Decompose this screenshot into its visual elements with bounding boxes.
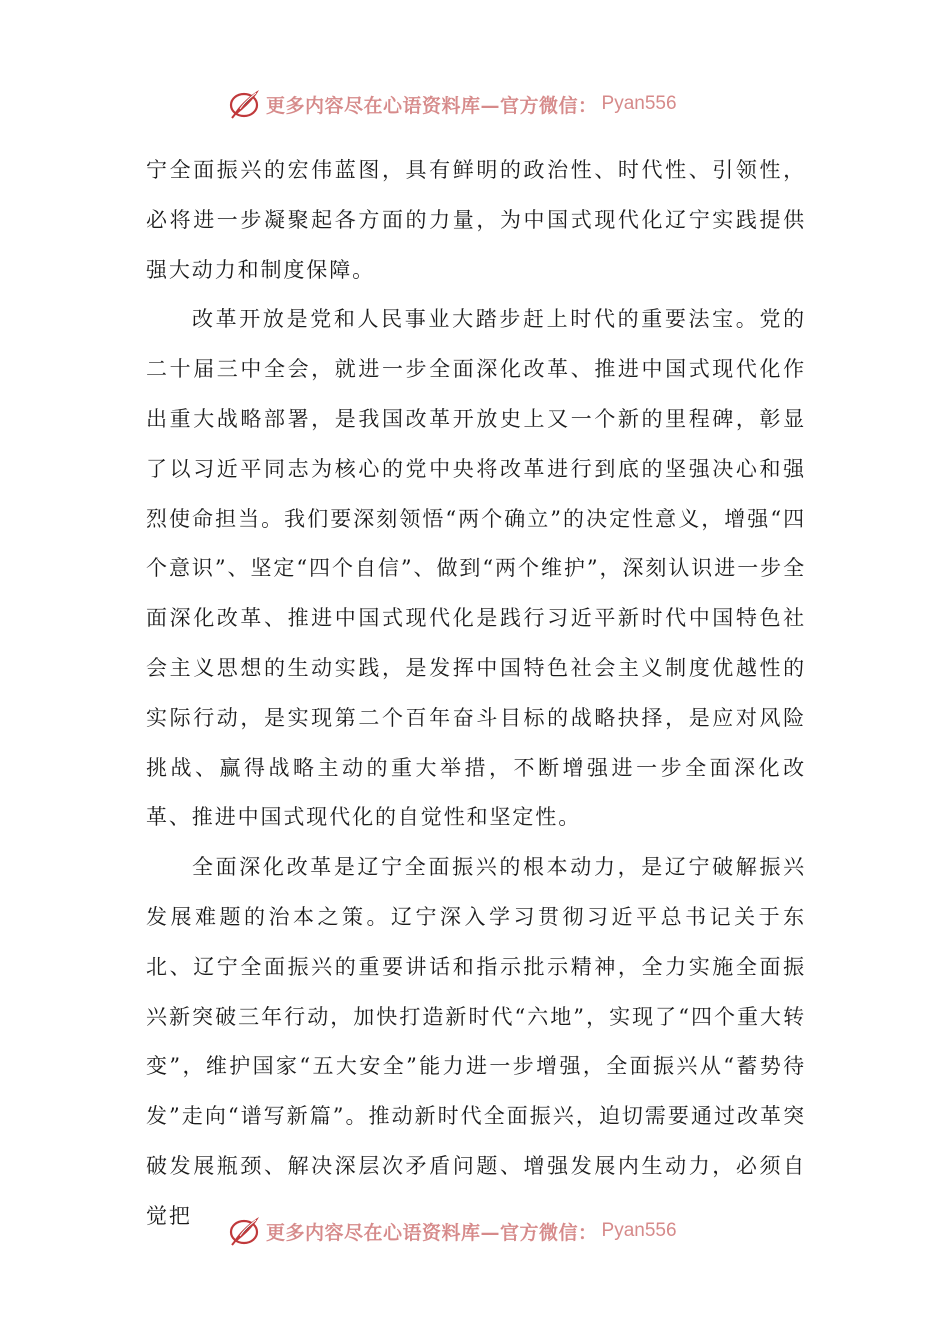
quill-pen-icon [228,1214,262,1248]
paragraph: 改革开放是党和人民事业大踏步赶上时代的重要法宝。党的二十届三中全会，就进一步全面深化改革、推进中国式现代化作出重大战略部署，是我国改革开放史上又一个新的里程碑，彰显了以习近平同志为核心的党中央将改革进行到底的坚强决心和强烈使命担当。我们要深刻领悟“两个确立”的决定性意义，增强“四个意识”、坚定“四个自信”、做到“两个维护”，深刻认识进一步全面深化改革、推进中国式现代化是践行习近平新时代中国特色社会主义思想的生动实践，是发挥中国特色社会主义制度优越性的实际行动，是实现第二个百年奋斗目标的战略抉择，是应对风险挑战、赢得战略主动的重大举措，不断增强进一步全面深化改革、推进中国式现代化的自觉性和坚定性。 [146,307,806,830]
wechat-id: Pyan556 [601,1220,677,1241]
paragraph: 宁全面振兴的宏伟蓝图，具有鲜明的政治性、时代性、引领性，必将进一步凝聚起各方面的力量，为中国式现代化辽宁实践提供强大动力和制度保障。 [146,158,806,282]
header-banner [228,86,677,122]
document-body [146,146,806,1242]
footer-banner [228,1213,677,1249]
paragraph: 全面深化改革是辽宁全面振兴的根本动力，是辽宁破解振兴发展难题的治本之策。辽宁深入学习贯彻习近平总书记关于东北、辽宁全面振兴的重要讲话和指示批示精神，全力实施全面振兴新突破三年行动，加快打造新时代“六地”，实现了“四个重大转变”，维护国家“五大安全”能力进一步增强，全面振兴从“蓄势待发”走向“谱写新篇”。推动新时代全面振兴，迫切需要通过改革突破发展瓶颈、解决深层次矛盾问题、增强发展内生动力，必须自觉把 [146,855,806,1228]
banner-text: 更多内容尽在心语资料库—官方微信： [266,94,598,117]
wechat-id: Pyan556 [601,93,677,114]
banner-text: 更多内容尽在心语资料库—官方微信： [266,1221,598,1244]
quill-pen-icon [228,87,262,121]
